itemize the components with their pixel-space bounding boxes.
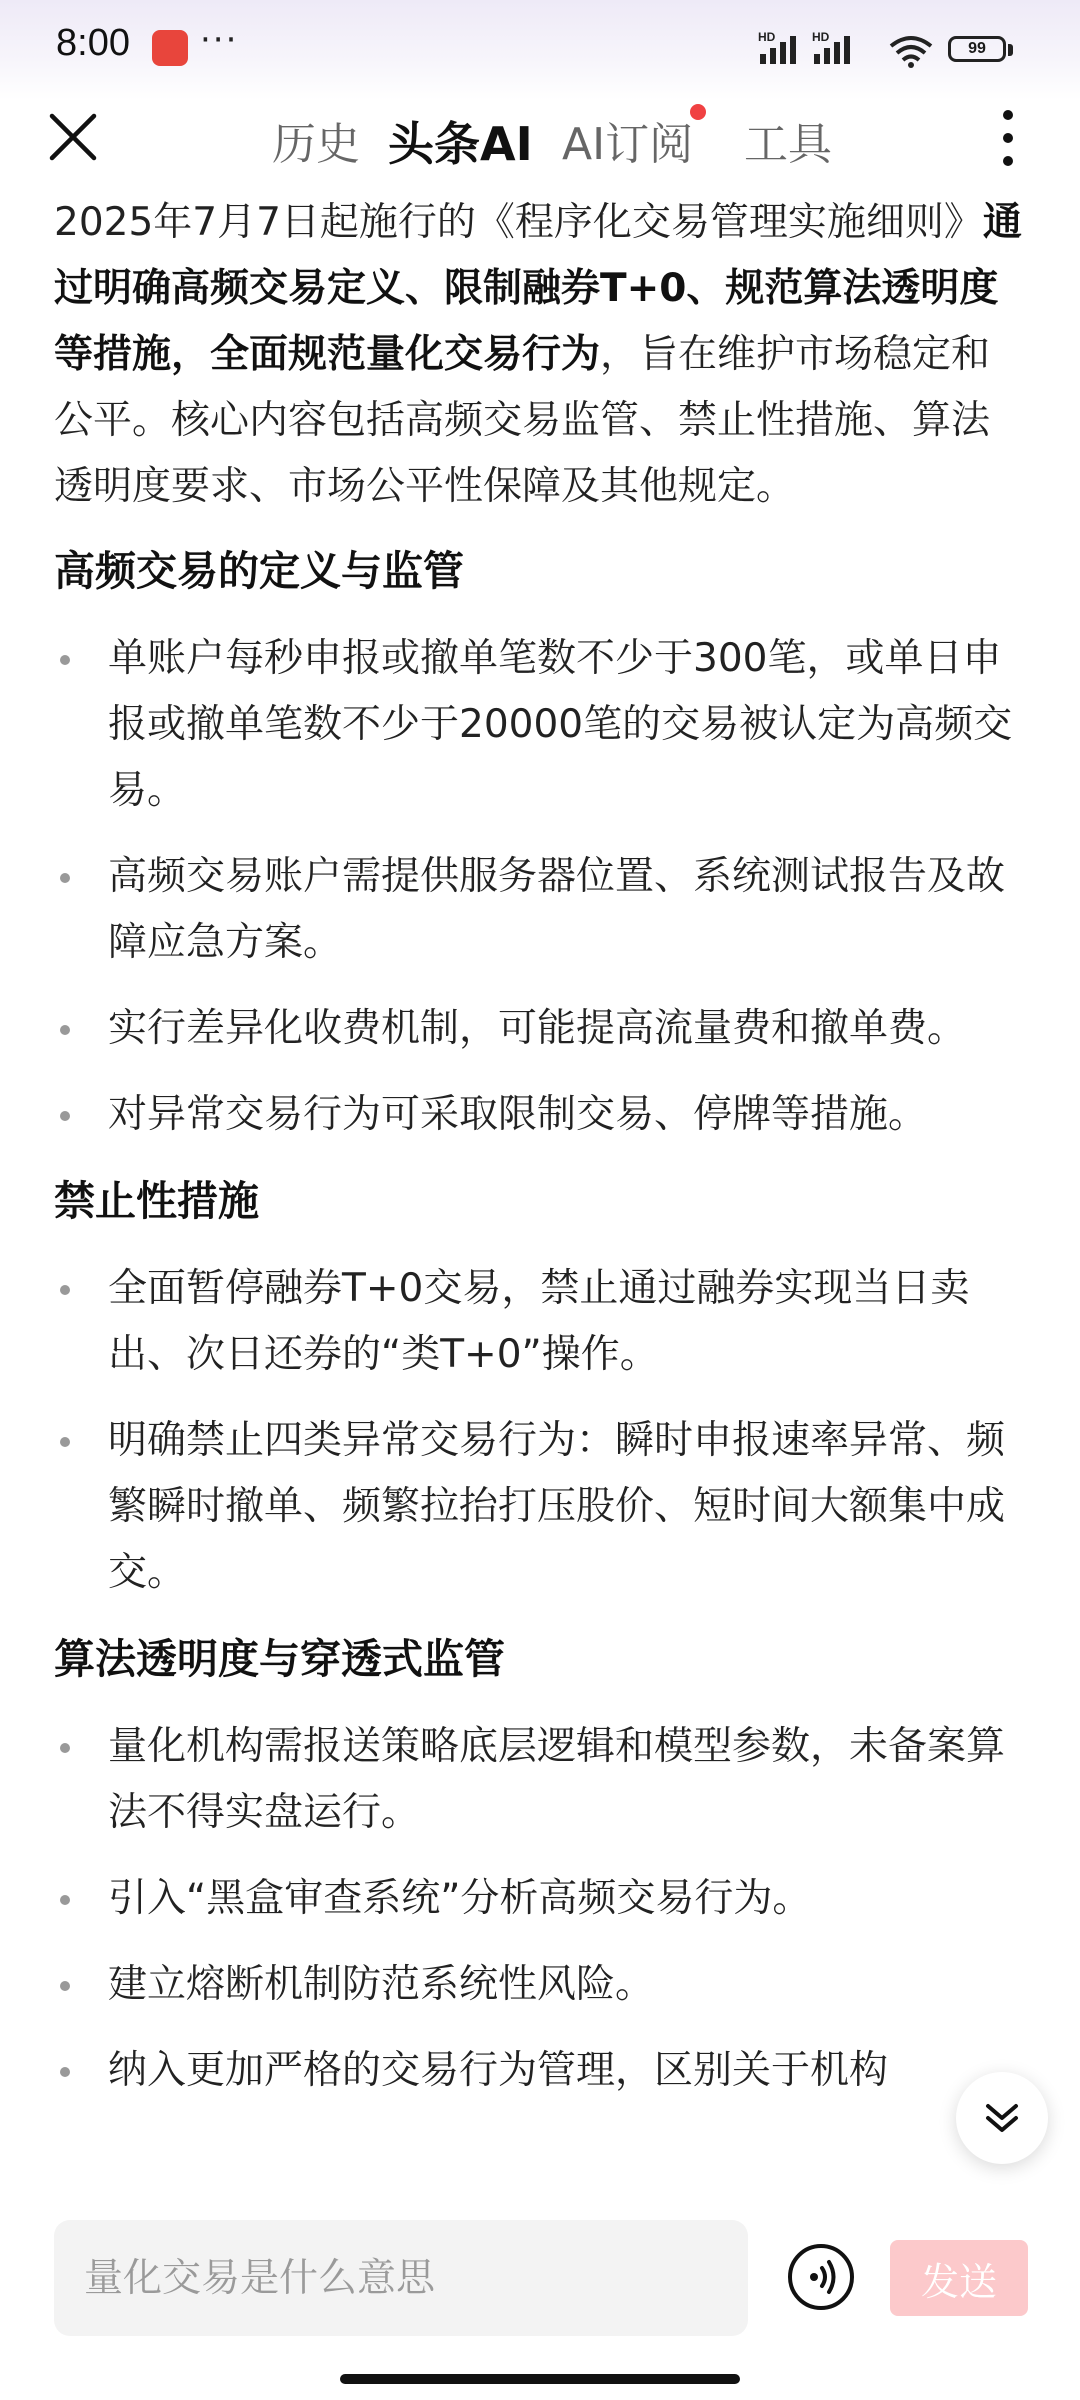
- bullet-list: [54, 626, 1024, 1148]
- wifi-icon: [888, 34, 934, 68]
- tab-tools[interactable]: 工具: [744, 119, 832, 170]
- battery-level: 99: [968, 40, 986, 57]
- send-button[interactable]: 发送: [890, 2240, 1028, 2316]
- section-heading: 高频交易的定义与监管: [54, 547, 464, 595]
- signal-icon-1: [760, 34, 796, 64]
- top-nav: [0, 100, 1080, 200]
- close-icon[interactable]: [46, 110, 100, 164]
- more-notifications-icon: ···: [200, 20, 239, 60]
- more-vertical-icon[interactable]: [1000, 110, 1016, 166]
- section-heading: 算法透明度与穿透式监管: [54, 1635, 505, 1683]
- tab-ai-subscription[interactable]: AI订阅: [562, 119, 694, 170]
- double-chevron-down-icon: [980, 2096, 1024, 2140]
- intro-paragraph: [54, 190, 1024, 520]
- intro-bold-text: 通过明确高频交易定义、限制融券T+0、规范算法透明度等措施，全面规范量化交易行为: [54, 200, 1022, 377]
- notification-dot: [690, 104, 706, 120]
- list-item: 全面暂停融券T+0交易，禁止通过融券实现当日卖出、次日还券的“类T+0”操作。: [54, 1256, 1024, 1388]
- hd-label-2: HD: [812, 30, 830, 44]
- status-bar: [0, 0, 1080, 100]
- home-indicator: [340, 2374, 740, 2384]
- bullet-list: [54, 1256, 1024, 1606]
- status-time: 8:00: [56, 22, 130, 64]
- answer-content: [54, 190, 1024, 2185]
- tab-toutiao-ai[interactable]: 头条AI: [388, 117, 533, 171]
- bullet-list: [54, 1714, 1024, 2104]
- list-item: 纳入更加严格的交易行为管理，区别关于机构: [54, 2038, 1024, 2104]
- battery-icon: [948, 36, 1006, 62]
- app-notification-icon: [152, 30, 188, 66]
- list-item: 单账户每秒申报或撤单笔数不少于300笔，或单日申报或撤单笔数不少于20000笔的交易被认定为高频交易。: [54, 626, 1024, 824]
- hd-label-1: HD: [758, 30, 776, 44]
- intro-text-2: ，旨在维护市场稳定和公平。核心内容包括高频交易监管、禁止性措施、算法透明度要求、市场公平性保障及其他规定。: [54, 332, 991, 509]
- voice-input-button[interactable]: [788, 2244, 854, 2310]
- intro-text-1: 2025年7月7日起施行的《程序化交易管理实施细则》: [54, 200, 983, 245]
- list-item: 建立熔断机制防范系统性风险。: [54, 1952, 1024, 2018]
- list-item: 实行差异化收费机制，可能提高流量费和撤单费。: [54, 996, 1024, 1062]
- list-item: 明确禁止四类异常交易行为：瞬时申报速率异常、频繁瞬时撤单、频繁拉抬打压股价、短时间大额集中成交。: [54, 1408, 1024, 1606]
- signal-icon-2: [814, 34, 850, 64]
- list-item: 高频交易账户需提供服务器位置、系统测试报告及故障应急方案。: [54, 844, 1024, 976]
- list-item: 对异常交易行为可采取限制交易、停牌等措施。: [54, 1082, 1024, 1148]
- question-input[interactable]: [54, 2220, 748, 2336]
- tab-history[interactable]: 历史: [272, 119, 360, 170]
- scroll-to-bottom-button[interactable]: [956, 2072, 1048, 2164]
- voice-wave-icon: [792, 2248, 850, 2306]
- battery-tip: [1008, 44, 1013, 56]
- list-item: 量化机构需报送策略底层逻辑和模型参数，未备案算法不得实盘运行。: [54, 1714, 1024, 1846]
- section-heading: 禁止性措施: [54, 1177, 259, 1225]
- list-item: 引入“黑盒审查系统”分析高频交易行为。: [54, 1866, 1024, 1932]
